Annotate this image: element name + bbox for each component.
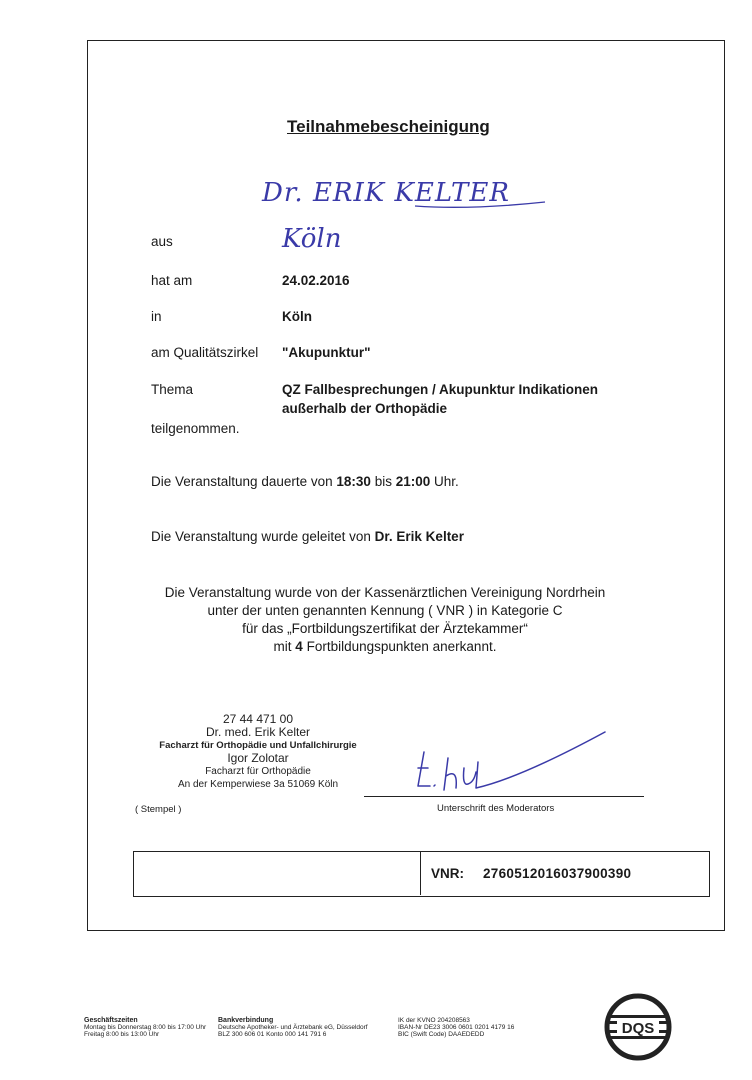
stamp-name-2: Igor Zolotar <box>227 751 289 765</box>
footer-hours <box>84 1017 206 1038</box>
vnr-divider <box>420 851 421 895</box>
footer-bank <box>218 1017 368 1038</box>
duration-suffix: Uhr. <box>434 474 459 489</box>
led-by-name: Dr. Erik Kelter <box>374 529 464 544</box>
duration-sentence <box>151 474 459 489</box>
recognition-points-prefix: mit <box>273 639 292 654</box>
handwritten-underline <box>410 196 550 214</box>
handwritten-name: Dr. ERIK KELTER <box>262 178 510 208</box>
footer-hours-line-2: Freitag 8:00 bis 13:00 Uhr <box>84 1031 160 1038</box>
teilgenommen-text: teilgenommen. <box>151 421 240 436</box>
vnr-value: 2760512016037900390 <box>483 866 632 881</box>
footer-bank-title: Bankverbindung <box>218 1017 274 1024</box>
recognition-points-suffix: Fortbildungspunkten anerkannt. <box>306 639 497 654</box>
stamp-address: An der Kemperwiese 3a 51069 Köln <box>177 779 339 790</box>
row-value-topic-line2: außerhalb der Orthopädie <box>282 401 448 416</box>
footer-bank-line-2: BLZ 300 606 01 Konto 000 141 791 6 <box>218 1031 327 1038</box>
footer-ids-line-1: IK der KVNO 204208563 <box>398 1017 470 1024</box>
stamp-name-1: Dr. med. Erik Kelter <box>205 725 311 739</box>
duration-mid: bis <box>374 474 392 489</box>
row-value-circle: "Akupunktur" <box>282 345 371 360</box>
signature-line <box>364 796 644 797</box>
footer-hours-title: Geschäftszeiten <box>84 1017 138 1024</box>
stamp-number: 27 44 471 00 <box>222 712 294 726</box>
row-label-aus: aus <box>151 234 173 249</box>
footer-ids <box>398 1017 514 1038</box>
row-value-date: 24.02.2016 <box>282 273 350 288</box>
stamp-label: ( Stempel ) <box>135 804 182 815</box>
footer-hours-line-1: Montag bis Donnerstag 8:00 bis 17:00 Uhr <box>84 1024 207 1031</box>
stamp-title-1: Facharzt für Orthopädie und Unfallchirurgie <box>159 740 357 751</box>
footer-ids-line-3: BIC (Swift Code) DAAEDEDD <box>398 1031 485 1038</box>
vnr-label: VNR: <box>431 866 464 881</box>
led-by-sentence <box>151 529 464 544</box>
led-by-prefix: Die Veranstaltung wurde geleitet von <box>151 529 371 544</box>
recognition-line-2: unter der unten genannten Kennung ( VNR ) in Kategorie C <box>207 603 563 618</box>
row-value-topic-line1: QZ Fallbesprechungen / Akupunktur Indikationen <box>282 382 599 397</box>
row-label-topic: Thema <box>151 382 194 397</box>
document-title: Teilnahmebescheinigung <box>287 117 490 136</box>
certification-logo-icon <box>603 993 673 1061</box>
row-label-circle: am Qualitätszirkel <box>151 345 259 360</box>
recognition-line-4 <box>140 638 630 656</box>
doctor-stamp <box>138 713 378 791</box>
duration-start: 18:30 <box>336 474 371 489</box>
row-label-location: in <box>151 309 162 324</box>
recognition-points: 4 <box>295 639 303 654</box>
recognition-line-1: Die Veranstaltung wurde von der Kassenärztlichen Vereinigung Nordrhein <box>164 585 606 600</box>
row-label-date: hat am <box>151 273 193 288</box>
footer-bank-line-1: Deutsche Apotheker- und Ärztebank eG, Düsseldorf <box>218 1024 368 1031</box>
stamp-title-2: Facharzt für Orthopädie <box>205 766 311 777</box>
footer-ids-line-2: IBAN-Nr DE23 3006 0601 0201 4179 16 <box>398 1024 515 1031</box>
duration-prefix: Die Veranstaltung dauerte von <box>151 474 333 489</box>
row-value-location: Köln <box>282 309 312 324</box>
recognition-line-3: für das „Fortbildungszertifikat der Ärztekammer“ <box>242 621 528 636</box>
signature-label: Unterschrift des Moderators <box>437 803 555 814</box>
logo-text: DQS <box>621 1020 655 1037</box>
duration-end: 21:00 <box>395 474 431 489</box>
moderator-signature <box>400 728 615 798</box>
recognition-paragraph <box>140 584 630 656</box>
handwritten-city: Köln <box>282 224 342 254</box>
